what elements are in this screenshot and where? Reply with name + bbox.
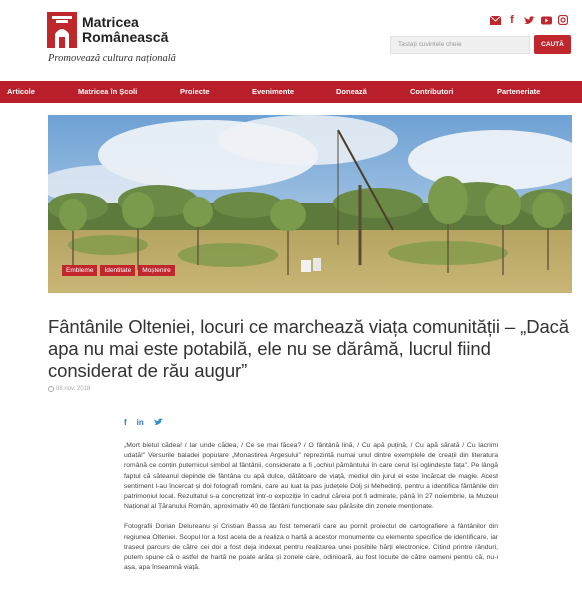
article-body [124,441,498,583]
twitter-icon[interactable] [523,14,535,26]
instagram-icon[interactable] [557,14,569,26]
search-button[interactable]: CAUTĂ [534,35,571,54]
share-links [124,418,163,428]
linkedin-share-icon[interactable]: in [136,418,144,427]
nav-item-matricea-in-scoli[interactable]: Matricea în Școli [78,87,138,96]
article-date-text: 08 nov. 2018 [56,386,91,392]
article-date [48,386,90,392]
tag-mostenire[interactable]: Moștenire [138,265,175,276]
youtube-icon[interactable] [540,14,552,26]
twitter-share-icon[interactable] [154,418,163,428]
nav-item-proiecte[interactable]: Proiecte [180,87,210,96]
article-tags [62,265,175,276]
nav-item-evenimente[interactable]: Evenimente [252,87,295,96]
site-logo-text[interactable] [82,15,168,45]
envelope-icon[interactable] [489,14,501,26]
logo-icon[interactable] [47,12,77,48]
tag-embleme[interactable]: Embleme [62,265,97,276]
logo-line-1: Matricea [82,14,139,30]
facebook-icon[interactable]: f [510,14,514,26]
search-input[interactable]: Tastați cuvintele cheie [390,36,530,54]
nav-item-doneaza[interactable]: Donează [336,87,367,96]
article-title: Fântânile Olteniei, locuri ce marchează viața comunității – „Dacă apa nu mai este potabilă, ele nu se dărâmă, lucrul fiind considerat de rău augur” [48,316,569,381]
article-paragraph: Fotografii Dorian Delureanu și Cristian Bassa au fost temerarii care au pornit proiectul de cartografiere a fântânilor din regiunea Olteniei. Scopul lor a fost acela de a realiza o hartă a acestor monumente cu elemente specifice de identificare, iar traseul parcurs de către cei doi a fost deja indexat pentru realizarea unei posibile hărți electronice. Citind printre rânduri, putem spune că o astfel de hartă ne poate arăta și zonele care, odinioară, au fost locuite de către oameni pentru că, nu-i așa, apa înseamnă viață. [124,523,498,572]
facebook-share-icon[interactable]: f [124,418,127,427]
site-tagline: Promovează cultura națională [48,53,176,64]
social-links [489,14,569,26]
nav-item-articole[interactable]: Articole [7,87,35,96]
main-nav [0,81,582,103]
clock-icon [48,386,54,392]
article-paragraph: „Mort bietul cădea! / Iar unde cădea, / Ce se mai făcea? / O fântână lină, / Cu apă puțină, / Cu apă sărată / Cu lacrimi udată!” Versurile baladei populare „Monastirea Argeșului” reprezintă numai unul dintre exemplele de creații din literatura română ce conțin puternicul simbol al fântânii, considerate a fi „ochiul pământului în care cerul își oglindește fața”. Pe lângă faptul că săteanul depinde de fântâna cu apă dulce, dătătoare de viață, mediul din jurul ei este încărcat de magie. Acest sentiment l-au încercat și doi fotografi români, care au luat la pas județele Dolj și Mehedinți, pentru a identifica fântânile din patrimoniul local. Rezultatul s-a concretizat într-o expoziție în cadrul căreia pot fi admirate, până în 27 noiembrie, la Muzeul Național al Țăranului Român, aproximativ 40 de fântâni funcționale sau părăsite din zonele menționate. [124,442,498,511]
tag-identitate[interactable]: Identitate [100,265,135,276]
nav-item-parteneriate[interactable]: Parteneriate [497,87,541,96]
nav-item-contributori[interactable]: Contributori [410,87,454,96]
site-header [0,0,582,80]
logo-line-2: Românească [82,29,169,45]
